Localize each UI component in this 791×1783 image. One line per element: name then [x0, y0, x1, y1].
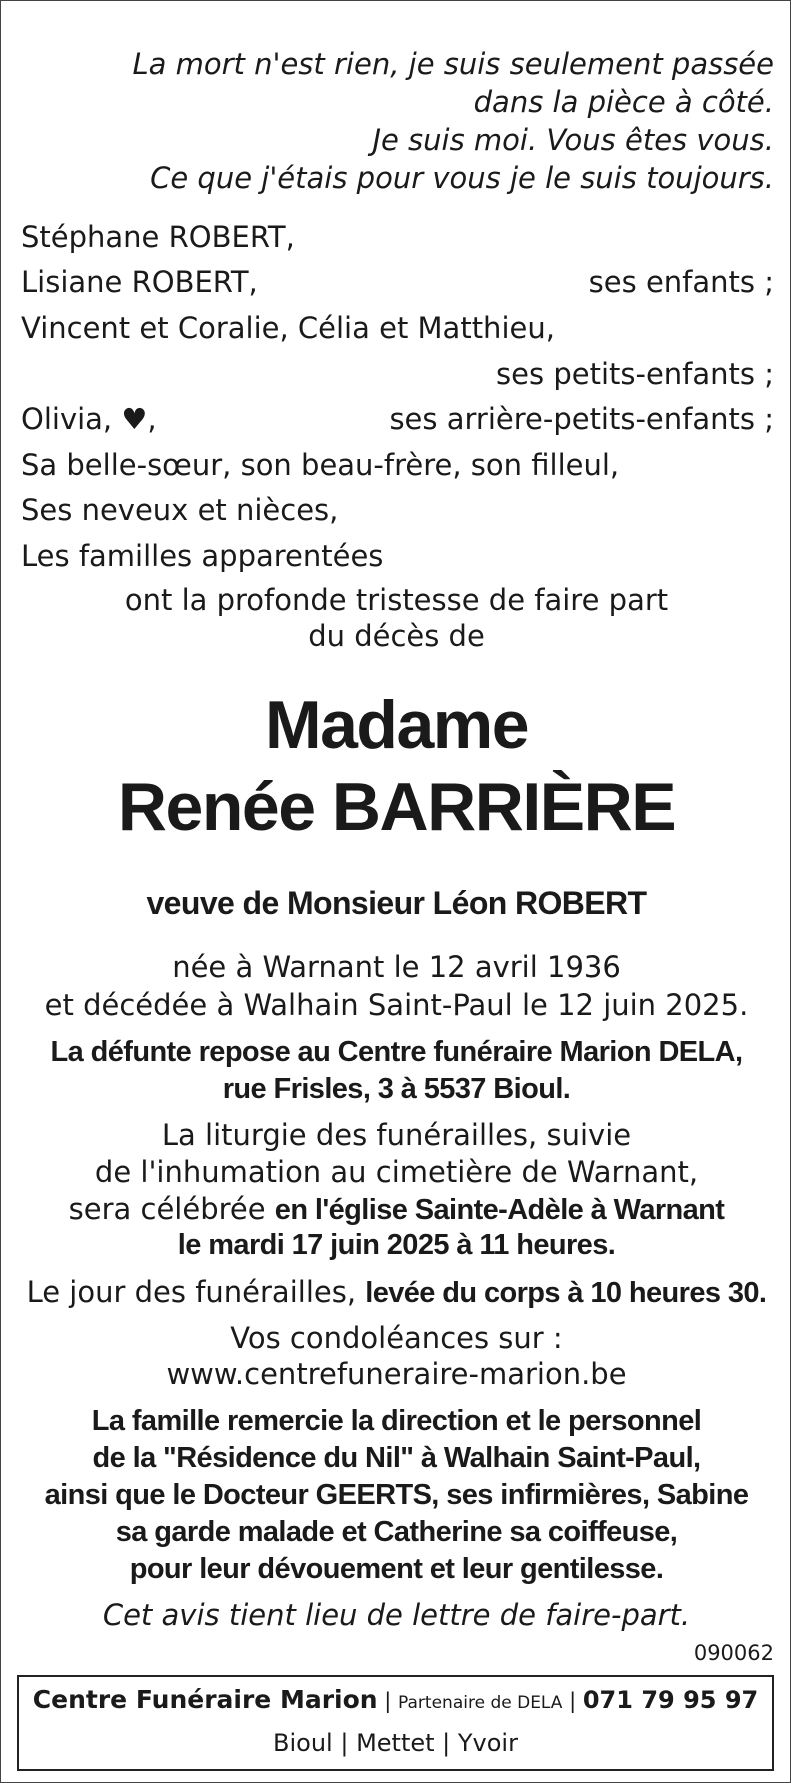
liturgy-line-3 [1, 1191, 791, 1229]
family-line-lisiane: Lisiane ROBERT, [21, 265, 258, 299]
family-line-in-laws: Sa belle-sœur, son beau-frère, son filleul, [21, 448, 620, 482]
family-line-stephane: Stéphane ROBERT, [21, 220, 295, 254]
funeral-home-name: Centre Funéraire Marion [32, 1685, 378, 1714]
role-grandchildren: ses petits-enfants ; [496, 357, 774, 391]
poem-line: Je suis moi. Vous êtes vous. [372, 123, 774, 157]
family-line-grandchildren: Vincent et Coralie, Célia et Matthieu, [21, 311, 555, 345]
footer-locations: Bioul | Mettet | Yvoir [273, 1729, 518, 1757]
phone-number: 071 79 95 97 [582, 1686, 759, 1714]
thanks-line-5: pour leur dévouement et leur gentilesse. [129, 1553, 664, 1585]
footer-row-1 [19, 1685, 772, 1714]
day-of-funeral-line [1, 1274, 791, 1312]
day-line-regular: Le jour des funérailles, [26, 1275, 366, 1309]
poem-line: Ce que j'étais pour vous je le suis toujours. [150, 161, 774, 195]
thanks-line-2: de la "Résidence du Nil" à Walhain Saint-Paul, [92, 1442, 701, 1474]
widow-line: veuve de Monsieur Léon ROBERT [146, 885, 647, 921]
partner-text: Partenaire de DELA [398, 1693, 563, 1713]
liturgy-line-1: La liturgie des funérailles, suivie [161, 1118, 632, 1152]
role-children: ses enfants ; [588, 265, 774, 299]
deceased-title: Madame [264, 687, 529, 763]
family-line-nephews: Ses neveux et nièces, [21, 493, 339, 527]
birth-line: née à Warnant le 12 avril 1936 [172, 950, 621, 984]
liturgy-line-4: le mardi 17 juin 2025 à 11 heures. [177, 1229, 616, 1261]
family-line-olivia: Olivia, ♥, [21, 402, 157, 436]
poem-quote [132, 45, 774, 197]
funeral-home-footer [17, 1675, 774, 1771]
closing-line: Cet avis tient lieu de lettre de faire-part. [102, 1598, 691, 1632]
announce-line-2: du décès de [308, 619, 485, 653]
role-great-grandchildren: ses arrière-petits-enfants ; [389, 402, 774, 436]
separator: | [562, 1689, 583, 1713]
liturgy-line-3-regular: sera célébrée [68, 1192, 275, 1226]
liturgy-line-2: de l'inhumation au cimetière de Warnant, [94, 1155, 699, 1189]
day-line-bold: levée du corps à 10 heures 30. [365, 1277, 767, 1309]
death-line: et décédée à Walhain Saint-Paul le 12 juin 2025. [44, 988, 749, 1022]
condolences-line-1: Vos condoléances sur : [230, 1321, 563, 1355]
thanks-line-1: La famille remercie la direction et le personnel [91, 1405, 702, 1437]
announce-line-1: ont la profonde tristesse de faire part [124, 583, 669, 617]
rest-line-1: La défunte repose au Centre funéraire Marion DELA, [50, 1036, 743, 1068]
condolences-website: www.centrefuneraire-marion.be [166, 1357, 627, 1391]
rest-line-2: rue Frisles, 3 à 5537 Bioul. [222, 1073, 571, 1105]
liturgy-line-3-bold: en l'église Sainte-Adèle à Warnant [274, 1194, 725, 1226]
thanks-line-3: ainsi que le Docteur GEERTS, ses infirmières, Sabine [44, 1479, 749, 1511]
thanks-line-4: sa garde malade et Catherine sa coiffeuse, [115, 1516, 678, 1548]
poem-line: dans la pièce à côté. [473, 85, 774, 119]
deceased-name: Renée BARRIÈRE [117, 769, 676, 845]
family-line-relatives: Les familles apparentées [21, 539, 384, 573]
separator: | [377, 1689, 399, 1713]
poem-line: La mort n'est rien, je suis seulement passée [132, 47, 774, 81]
reference-number: 090062 [693, 1641, 774, 1665]
